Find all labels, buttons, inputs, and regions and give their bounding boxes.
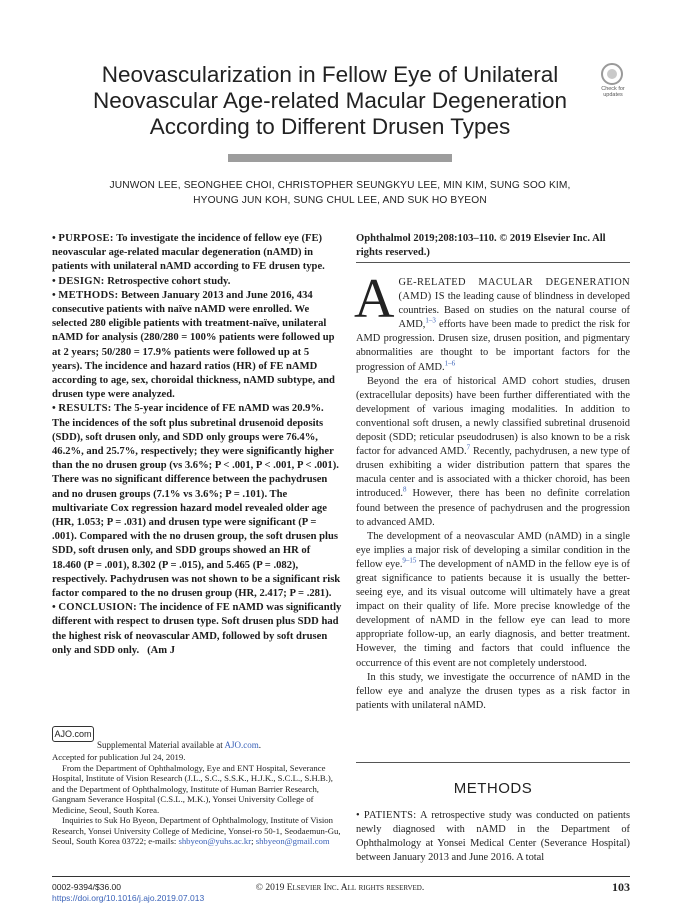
purpose-text: To investigate the incidence of fellow eye (FE) neovascular age-related macular degeneration (nAMD) in patients with unilateral nAMD according to FE drusen type.: [52, 233, 325, 273]
footer-rule: [52, 876, 630, 877]
supplemental-link[interactable]: AJO.com: [224, 740, 259, 750]
issn: 0002-9394/$36.00: [52, 882, 122, 892]
design-label: DESIGN:: [58, 275, 105, 287]
citation-start: (Am J: [147, 644, 176, 656]
title-line-3: According to Different Drusen Types: [149, 114, 511, 139]
inquiries-note: [52, 815, 342, 847]
results-label: RESULTS:: [58, 403, 112, 415]
email-link[interactable]: shbyeon@yuhs.ac.kr: [178, 836, 252, 846]
methods-paragraph: • PATIENTS: A retrospective study was conducted on patients newly diagnosed with nAMD in the Department of Ophthalmology at Yonsei Medical Center (Severance Hospital) between January 2013 and June 2016. A total: [356, 810, 630, 864]
title-line-2: Neovascular Age-related Macular Degeneration: [92, 88, 568, 113]
ajo-logo[interactable]: AJO.com: [52, 726, 94, 742]
patients-text: A retrospective study was conducted on patients newly diagnosed with nAMD in the Department of Ophthalmology at Yonsei Medical Center (Severance Hospital) between January 2013 and June 2016. A total: [356, 810, 630, 864]
design-text: Retrospective cohort study.: [107, 275, 231, 287]
intro-paragraph-3: [356, 530, 630, 671]
intro-text: the leading cause of blindness in developed countries. Based on studies on the natural course of AMD,: [398, 291, 630, 331]
abstract-end-rule: [356, 262, 630, 263]
article-footnotes: [52, 752, 342, 847]
abstract: [52, 232, 342, 658]
accepted-date: Accepted for publication Jul 24, 2019.: [52, 752, 186, 762]
drop-cap: A: [354, 268, 395, 330]
authors-line-1: JUNWON LEE, SEONGHEE CHOI, CHRISTOPHER SEUNGKYU LEE, MIN KIM, SUNG SOO KIM,: [109, 180, 571, 191]
citation-end: Ophthalmol 2019;208:103–110. © 2019 Elsevier Inc. All rights reserved.): [356, 233, 606, 259]
reference-link[interactable]: 1–6: [444, 359, 456, 368]
doi-link[interactable]: https://doi.org/10.1016/j.ajo.2019.07.013: [52, 893, 205, 903]
methods-text: Between January 2013 and June 2016, 434 consecutive patients with naïve nAMD were enrolled. We selected 280 eligible patients with treatment-naïve, unilateral nAMD for analysis (280/280 = 100% patients were followed up at 2 years; 50/280 = 17.9% patients were followed up at 5 years). The incidence and hazard ratios (HR) of FE nAMD according to age, sex, choroidal thickness, nAMD subtype, and drusen type were analyzed.: [52, 289, 335, 401]
intro-text: Recently, pachydrusen, a new type of drusen exhibiting a wider distribution pattern that spares the macula center and is associated with a thicker choroid, has been introduced.: [356, 446, 630, 500]
author-list: [60, 178, 620, 208]
supplemental-text: Supplemental Material available at: [97, 740, 225, 750]
reference-link[interactable]: 1–3: [425, 316, 436, 325]
abstract-design: • DESIGN: Retrospective cohort study.: [52, 275, 231, 287]
abstract-purpose: • PURPOSE: To investigate the incidence of fellow eye (FE) neovascular age-related macular degeneration (nAMD) in patients with unilateral nAMD according to FE drusen type.: [52, 233, 325, 273]
intro-text: Beyond the era of historical AMD cohort studies, drusen (extracellular deposits) have been further differentiated with the development of various imaging modalities. In addition to conventional soft drusen, a newly classified subretinal drusenoid deposit (SDD; reticular pseudodrusen) is also known to be a risk factor for advanced AMD.: [356, 375, 630, 458]
page-number: 103: [612, 880, 630, 894]
reference-link[interactable]: 8: [403, 485, 407, 494]
supplemental-note: Supplemental Material available at AJO.com.: [97, 740, 261, 750]
email-separator: ;: [251, 836, 256, 846]
abstract-results: • RESULTS: The 5-year incidence of FE nAMD was 20.9%. The incidences of the soft plus subretinal drusenoid deposits (SDD), soft drusen only, and SDD only groups were 76.4%, 46.2%, and 25.7%, respectively; they were significantly higher than the no drusen group (vs 3.6%; P < .001, P < .001, P < .001). There was no significant difference between the pachydrusen and no drusen groups (7.1% vs 3.6%; P = .101). The multivariate Cox regression hazard model revealed older age (HR, 1.053; P = .031) and drusen type were significant (P = .001). Compared with the no drusen group, the soft drusen plus SDD, soft drusen only, and SDD groups showed an HR of 18.460 (P = .001), 8.302 (P = .015), and 5.465 (P = .082), respectively. Pachydrusen was not shown to be a significant risk factor compared to the no drusen group (HR, 2.417; P = .281).: [52, 403, 341, 600]
intro-text: However, there has been no definite correlation found between the presence of pachydrusen and the progression to advanced AMD.: [356, 488, 630, 528]
update-check-icon-center: [607, 69, 617, 79]
intro-text: efforts have been made to predict the risk for AMD progression. Drusen size, drusen position, and pigmentary abnormalities are thought to be important factors for the progression of AMD.: [356, 319, 630, 373]
purpose-label: PURPOSE:: [58, 233, 114, 244]
email-link[interactable]: shbyeon@gmail.com: [255, 836, 330, 846]
conclusion-text: The incidence of FE nAMD was significantly different with respect to drusen type. Soft drusen plus SDD had the highest risk of neovascular AMD, followed by soft drusen only and SDD only.: [52, 602, 342, 656]
patients-label: PATIENTS:: [363, 810, 417, 821]
intro-text: The development of nAMD in the fellow eye is of great significance to patients because it is usually the better-seeing eye, and its visual outcome will ultimately have a great impact on their quality of life. More precise knowledge of the development of nAMD in the fellow eye can lead to more appropriate follow-up, an early diagnosis, and better treatment. However, the timing and factors that could influence the occurrence of this event are not completely understood.: [356, 558, 630, 669]
affiliation-note: From the Department of Ophthalmology, Eye and ENT Hospital, Severance Hospital, Institute of Vision Research (J.L., S.C., S.S.K., H.J.K., S.C.L., S.H.B.), and the Department of Ophthalmology, Institute of Human Barrier Research, Gangnam Severance Hospital (C.S.L., M.K.), Yonsei University College of Medicine, Seoul, South Korea.: [52, 762, 333, 815]
intro-paragraph-2: [356, 375, 630, 530]
introduction: [354, 268, 630, 713]
badge-label: Check for updates: [601, 86, 625, 98]
intro-lead: GE-RELATED MACULAR DEGENERATION (AMD) IS: [398, 277, 630, 303]
title-line-1: Neovascularization in Fellow Eye of Unilateral: [101, 62, 559, 87]
reference-link[interactable]: 7: [466, 443, 471, 452]
title-rule: [228, 154, 452, 162]
check-for-updates-badge[interactable]: [598, 63, 628, 99]
reference-link[interactable]: 9–15: [402, 556, 417, 565]
intro-text: The development of a neovascular AMD (nAMD) in a single eye implies a major risk of developing a similar condition in the fellow eye.: [356, 530, 630, 570]
methods-heading: METHODS: [453, 780, 533, 797]
abstract-conclusion: • CONCLUSION: The incidence of FE nAMD was significantly different with respect to drusen type. Soft drusen plus SDD had the highest risk of neovascular AMD, followed by soft drusen only and SDD only. (Am J: [52, 602, 342, 656]
methods-label: METHODS:: [58, 289, 119, 301]
intro-paragraph-1: [354, 268, 630, 375]
article-title: [70, 62, 590, 140]
right-column-citation: [356, 232, 630, 260]
results-text: The 5-year incidence of FE nAMD was 20.9%. The incidences of the soft plus subretinal drusenoid deposits (SDD), soft drusen only, and SDD only groups were 76.4%, 46.2%, and 25.7%, respectively; they were significantly higher than the no drusen group (vs 3.6%; P < .001, P < .001, P < .001). There was no significant difference between the pachydrusen and no drusen groups (7.1% vs 3.6%; P = .101). The multivariate Cox regression hazard model revealed older age (HR, 1.053; P = .031) and drusen type were significant (P = .001). Compared with the no drusen group, the soft drusen plus SDD, soft drusen only, and SDD groups showed an HR of 18.460 (P = .001), 8.302 (P = .015), and 5.465 (P = .082), respectively. Pachydrusen was not shown to be a significant risk factor compared to the no drusen group (HR, 2.417; P = .281).: [52, 403, 341, 600]
authors-line-2: HYOUNG JUN KOH, SUNG CHUL LEE, AND SUK HO BYEON: [193, 195, 487, 206]
abstract-methods: • METHODS: Between January 2013 and June 2016, 434 consecutive patients with naïve nAMD were enrolled. We selected 280 eligible patients with treatment-naïve, unilateral nAMD for analysis (280/280 = 100% patients were followed up at 2 years; 50/280 = 17.9% patients were followed up at 5 years). The incidence and hazard ratios (HR) of FE nAMD according to age, sex, choroidal thickness, nAMD subtype, and drusen type were analyzed.: [52, 289, 335, 401]
intro-paragraph-4: In this study, we investigate the occurrence of nAMD in the fellow eye and analyze the drusen types as a risk factor in patients with unilateral nAMD.: [356, 671, 630, 711]
footer-copyright: © 2019 Elsevier Inc. All rights reserved.: [255, 883, 425, 893]
methods-rule: [356, 762, 630, 763]
conclusion-label: CONCLUSION:: [58, 602, 138, 614]
inquiries-text: Inquiries to Suk Ho Byeon, Department of Ophthalmology, Institute of Vision Research, Yonsei University College of Medicine, Yonsei-ro 50-1, Seodaemun-Gu, Seoul, South Korea 03722; e-mails:: [52, 815, 341, 846]
